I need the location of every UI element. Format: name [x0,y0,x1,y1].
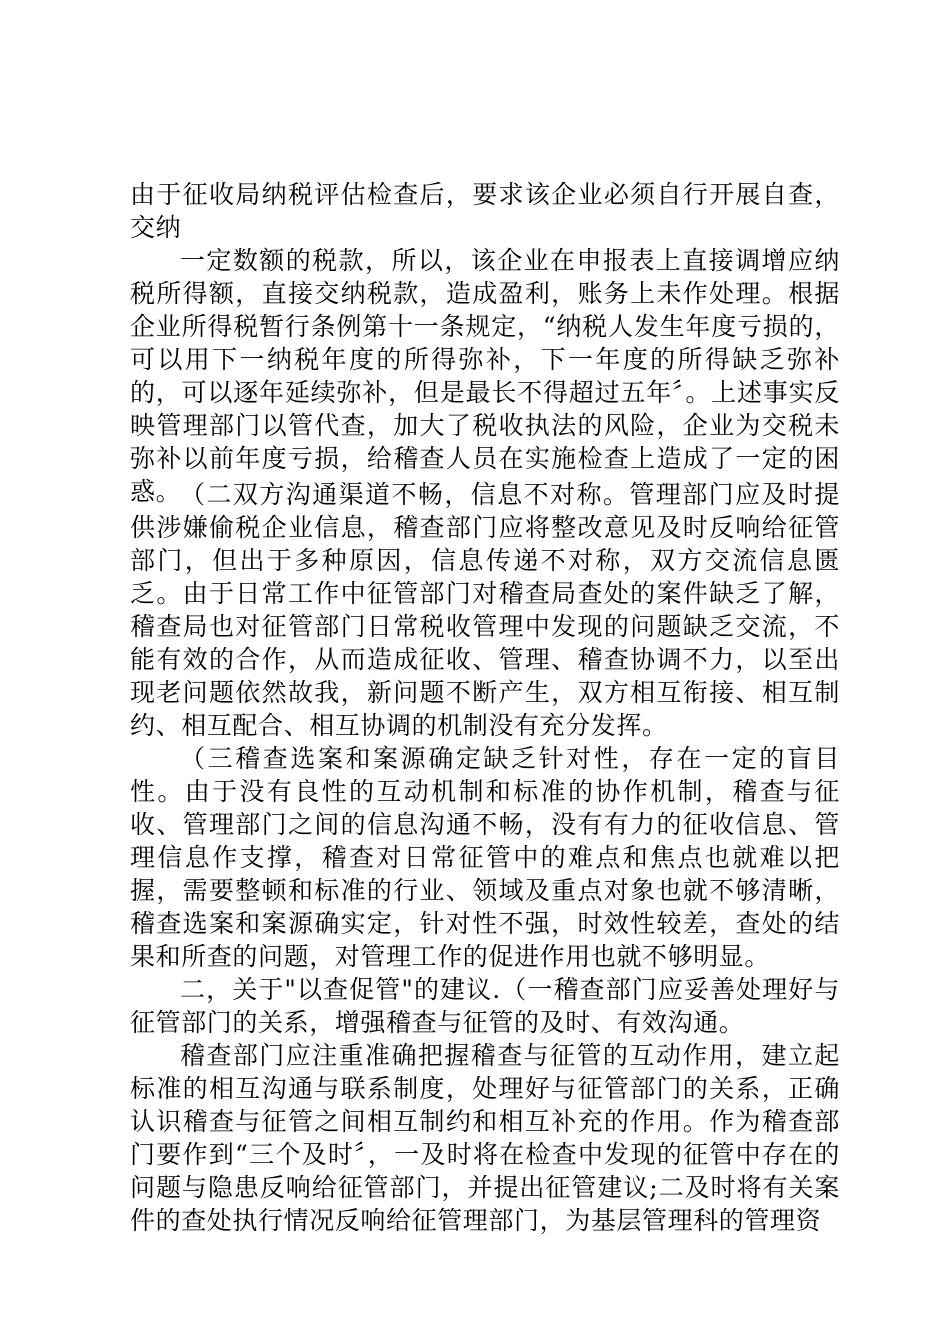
text-block-bottom [130,478,840,1237]
paragraph-1: 由于征收局纳税评估检查后，要求该企业必须自行开展自查，交纳 [130,180,840,242]
paragraph-2: 一定数额的税款，所以，该企业在申报表上直接调增应纳税所得额，直接交纳税款，造成盈利，账务上未作处理。根据企业所得税暂行条例第十一条规定，“纳税人发生年度亏损的，可以用下一纳税年度的所得弥补，下一年度的所得缺乏弥补的，可以逐年延续弥补，但是最长不得超过五年〞。上述事实反映管理部门以管代查，加大了税收执法的风险，企业为交税未弥补以前年度亏损，给稽查人员在实施检查上造成了一定的困惑。 [130,246,840,506]
paragraph-3: （二双方沟通渠道不畅，信息不对称。管理部门应及时提供涉嫌偷税企业信息，稽查部门应将整改意见及时反响给征管部门，但出于多种原因，信息传递不对称，双方交流信息匮乏。由于日常工作中征管部门对稽查局查处的案件缺乏了解，稽查局也对征管部门日常税收管理中发现的问题缺乏交流，不能有效的合作，从而造成征收、管理、稽查协调不力，以至出现老问题依然故我，新问题不断产生，双方相互衔接、相互制约、相互配合、相互协调的机制没有充分发挥。 [130,480,840,740]
paragraph-6: 稽查部门应注重准确把握稽查与征管的互动作用，建立起标准的相互沟通与联系制度，处理好与征管部门的关系，正确认识稽查与征管之间相互制约和相互补充的作用。作为稽查部门要作到“三个及时〞，一及时将在检查中发现的征管中存在的问题与隐患反响给征管部门，并提出征管建议;二及时将有关案件的查处执行情况反响给征管理部门，为基层管理科的管理资 [130,1041,840,1235]
paragraph-5: 二，关于"以查促管"的建议.（一稽查部门应妥善处理好与征管部门的关系，增强稽查与征管的及时、有效沟通。 [130,975,840,1037]
paragraph-4: （三稽查选案和案源确定缺乏针对性，存在一定的盲目性。由于没有良性的互动机制和标准的协作机制，稽查与征收、管理部门之间的信息沟通不畅，没有有力的征收信息、管理信息作支撑，稽查对日常征管中的难点和焦点也就难以把握，需要整顿和标准的行业、领域及重点对象也就不够清晰，稽查选案和案源确实定，针对性不强，时效性较差，查处的结果和所查的问题，对管理工作的促进作用也就不够明显。 [130,744,840,971]
text-block-top [130,178,840,508]
